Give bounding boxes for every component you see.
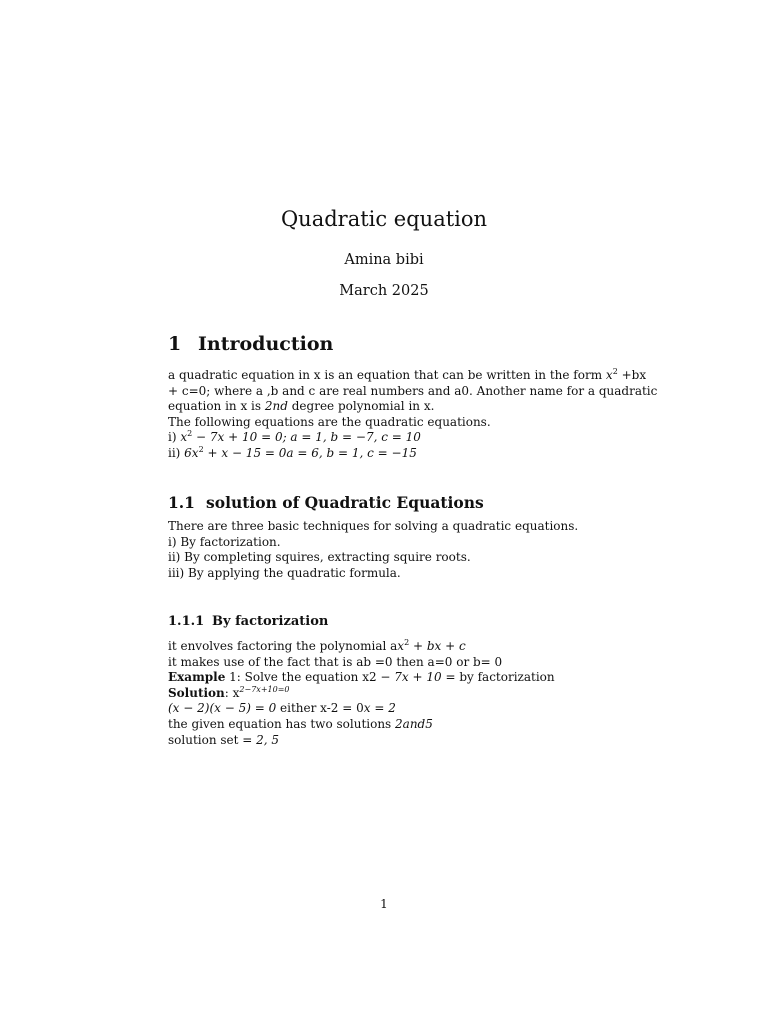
text-run: by factorization	[455, 670, 555, 685]
equation-item	[168, 430, 604, 446]
math-variable: x	[605, 368, 613, 382]
list-label: i)	[168, 430, 181, 445]
solution-techniques-body	[168, 519, 604, 581]
text-run: the given equation has two solutions	[168, 716, 396, 731]
math-expression: − 7x + 10 = 0; a = 1, b = −7, c = 10	[192, 430, 421, 445]
text-run: solution set =	[168, 732, 257, 747]
text-run: it envolves factoring the polynomial a	[168, 639, 398, 653]
math-variable: x	[397, 639, 405, 653]
math-expression: 2, 5	[256, 732, 280, 747]
list-label: ii)	[168, 445, 185, 460]
solution-label: Solution	[168, 685, 225, 700]
section-number: 1.1.1	[168, 614, 205, 629]
example-label: Example	[168, 670, 226, 685]
subsection-heading-solution	[168, 493, 484, 512]
section-number: 1.1	[168, 493, 195, 512]
math-exponent: 2	[198, 444, 204, 454]
text-run: : x	[224, 685, 240, 700]
page-number: 1	[380, 897, 388, 911]
subsubsection-heading-factorization	[168, 614, 328, 629]
text-run: degree polynomial in x.	[287, 399, 435, 414]
math-exponent: 2	[187, 429, 193, 439]
paragraph-line	[168, 701, 604, 717]
solution-line	[168, 686, 604, 702]
document-title: Quadratic equation	[280, 207, 488, 231]
math-expression: 6x	[184, 445, 199, 460]
paragraph-line	[168, 399, 604, 415]
math-exponent: 2	[612, 367, 618, 376]
section-number: 1	[168, 333, 182, 355]
list-item: ii) By completing squires, extracting squire roots.	[168, 550, 471, 565]
section-title: solution of Quadratic Equations	[206, 493, 484, 512]
math-expression: − 7x + 10 =	[380, 670, 456, 685]
paragraph-line	[168, 367, 647, 384]
math-expression: (x − 2)(x − 5) = 0	[168, 701, 277, 716]
paragraph-line: it makes use of the fact that is ab =0 then a=0 or b= 0	[168, 654, 503, 669]
math-expression: + bx + c	[409, 639, 466, 653]
math-expression: 2nd	[264, 399, 288, 414]
document-date: March 2025	[339, 283, 429, 299]
paragraph-line: + c=0; where a ,b and c are real numbers and a0. Another name for a quadratic	[168, 383, 658, 398]
math-expression: + x − 15 = 0a = 6, b = 1, c = −15	[203, 445, 417, 460]
text-run: a quadratic equation in x is an equation that can be written in the form	[168, 368, 606, 382]
introduction-body	[168, 367, 658, 462]
paragraph-line: The following equations are the quadratic equations.	[168, 414, 491, 429]
math-exponent: 2	[404, 638, 410, 647]
math-expression: 2and5	[395, 716, 433, 731]
section-title: Introduction	[198, 333, 334, 355]
paragraph-line	[168, 733, 604, 749]
list-item: i) By factorization.	[168, 534, 281, 549]
text-run: +bx	[617, 368, 647, 382]
section-heading-introduction	[168, 333, 333, 355]
equation-item	[168, 446, 604, 462]
section-title: By factorization	[212, 614, 329, 629]
factorization-body	[168, 639, 604, 748]
paragraph-line: There are three basic techniques for solving a quadratic equations.	[168, 519, 579, 533]
text-run: equation in x is	[168, 399, 265, 414]
text-run: 1: Solve the equation x2	[225, 670, 381, 685]
text-run: either x-2 = 0	[276, 701, 364, 716]
list-item: iii) By applying the quadratic formula.	[168, 565, 401, 580]
paragraph-line	[168, 639, 604, 655]
paragraph-line	[168, 717, 604, 733]
math-exponent: 2−7x+10=0	[239, 684, 290, 694]
document-author: Amina bibi	[344, 252, 424, 268]
math-variable: x	[180, 430, 188, 445]
example-line	[168, 670, 604, 686]
math-expression: x = 2	[363, 701, 396, 716]
